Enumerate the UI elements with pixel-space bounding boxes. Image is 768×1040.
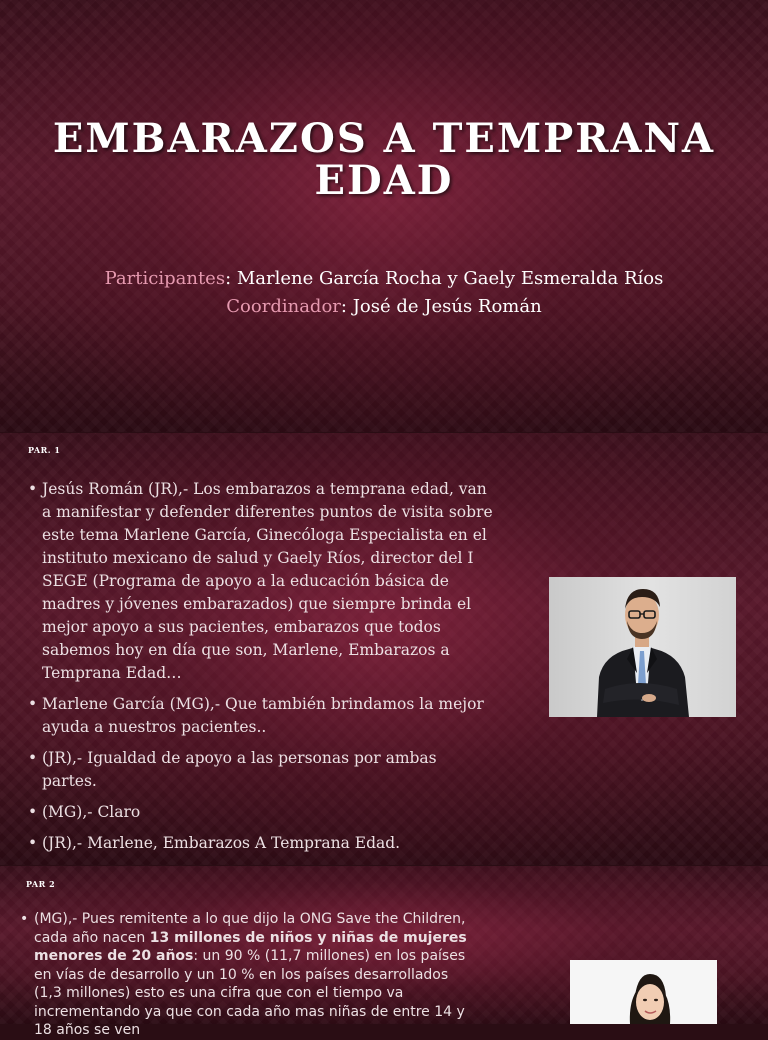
coordinator-label: Coordinador <box>226 296 341 317</box>
bullet-list <box>20 910 480 1040</box>
bullet-text-part2: : un 90 % (11,7 millones) en los países en vías de desarrollo y un 10 % en los países desarrollados (1,3 millones) esto es una cifra que con el tiempo va incrementando ya que con cada año mas niñas de entre 14 y 18 años se ven <box>34 948 466 1038</box>
slide-title: EMBARAZOS A TEMPRANA EDAD <box>52 115 716 204</box>
slide-label: PAR 2 <box>26 879 56 889</box>
content-slide-2 <box>0 866 768 1038</box>
participants-label: Participantes <box>104 268 226 289</box>
man-portrait-photo <box>549 577 736 717</box>
participants-line <box>0 268 768 289</box>
title-slide <box>0 0 768 432</box>
bullet-text-part1: (MG),- Pues remitente a lo que dijo la ONG Save the Children, cada año nacen <box>34 911 466 946</box>
list-item: • (JR),- Igualdad de apoyo a las personas por ambas partes. <box>28 747 493 793</box>
list-item: • Marlene García (MG),- Que también brindamos la mejor ayuda a nuestros pacientes.. <box>28 693 493 739</box>
slide-label: PAR. 1 <box>28 445 61 455</box>
participants-value: : Marlene García Rocha y Gaely Esmeralda Ríos <box>225 268 664 289</box>
man-portrait-illustration <box>549 577 736 717</box>
list-item: • (MG),- Claro <box>28 801 493 824</box>
list-item: • Jesús Román (JR),- Los embarazos a temprana edad, van a manifestar y defender diferentes puntos de visita sobre este tema Marlene García, Ginecóloga Especialista en el instituto mexicano de salud y Gaely Ríos, director del I SEGE (Programa de apoyo a la educación básica de madres y jóvenes embarazados) que siempre brinda el mejor apoyo a sus pacientes, embarazos que todos sabemos hoy en día que son, Marlene, Embarazos a Temprana Edad… <box>28 478 493 685</box>
bullet-text-bold: 13 millones de niños y niñas de mujeres menores de 20 años <box>34 929 467 964</box>
coordinator-line <box>0 296 768 317</box>
woman-portrait-photo <box>570 960 717 1024</box>
coordinator-value: : José de Jesús Román <box>340 296 542 317</box>
list-item <box>20 910 480 1040</box>
woman-portrait-illustration <box>570 960 717 1024</box>
list-item: • (JR),- Marlene, Embarazos A Temprana Edad. <box>28 832 493 855</box>
content-slide-1 <box>0 433 768 865</box>
bullet-list <box>28 478 493 863</box>
